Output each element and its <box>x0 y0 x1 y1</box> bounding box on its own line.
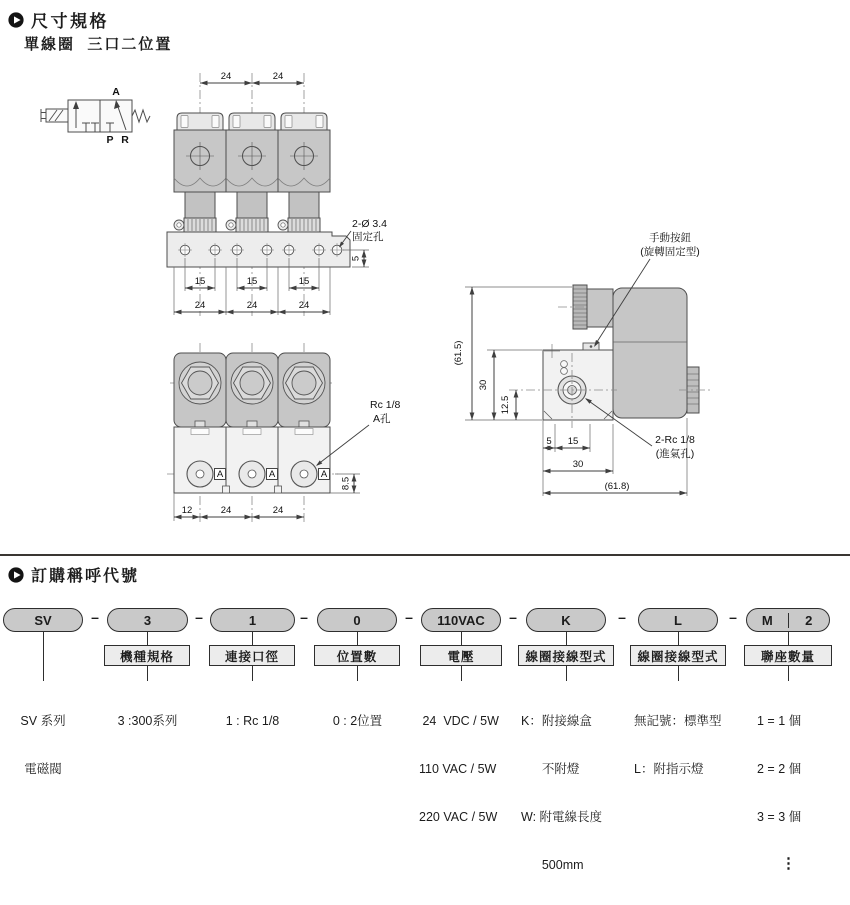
valve-positions <box>68 100 150 132</box>
play-bullet-icon <box>8 12 24 28</box>
desc-series <box>8 681 78 809</box>
dim-12-5: 12.5 <box>500 395 511 415</box>
desc-voltage <box>419 681 499 857</box>
dim-61-5: (61.5) <box>453 340 464 366</box>
dim-24: 24 <box>272 505 284 516</box>
bottom-view-drawing <box>163 335 453 535</box>
dim-5-edge: 5 <box>350 255 362 262</box>
front-view-drawing <box>163 70 453 325</box>
port-p-label: P <box>106 134 114 146</box>
desc-line: 電磁閥 <box>24 762 62 776</box>
desc-line: 無記號：標準型 <box>634 714 722 728</box>
port-a-label: A <box>112 86 120 98</box>
connector-line <box>147 666 149 681</box>
port-callout-line1: 2-Rc 1/8 <box>655 434 695 446</box>
field-label-manifold-qty: 聯座數量 <box>744 645 832 666</box>
desc-coil-wiring-k <box>521 681 602 905</box>
code-pill-sv: SV <box>3 608 83 632</box>
desc-line: 1 = 1 個 <box>757 714 802 728</box>
dim-24: 24 <box>246 300 258 311</box>
desc-line: 3 :300系列 <box>117 714 178 728</box>
connector-line <box>788 632 790 645</box>
dim-15: 15 <box>298 276 310 287</box>
code-pill-1: 1 <box>210 608 295 632</box>
solenoid-symbol <box>41 109 68 122</box>
desc-coil-wiring-l <box>634 681 722 809</box>
manual-callout-line2: (旋轉固定型) <box>640 246 700 258</box>
connector-line <box>678 666 680 681</box>
code-pill-0: 0 <box>317 608 397 632</box>
desc-manifold-qty <box>757 681 801 903</box>
desc-line: 220 VAC / 5W <box>419 810 498 824</box>
play-bullet-icon <box>8 567 24 583</box>
code-dash: – <box>729 609 737 625</box>
dim-24: 24 <box>194 300 206 311</box>
dim-30-horizontal: 30 <box>572 459 584 470</box>
code-pill-m2 <box>746 608 830 632</box>
valve-unit <box>174 113 226 232</box>
valve-unit-top <box>174 353 226 493</box>
port-a-badge: A <box>320 468 328 480</box>
valve-unit <box>278 113 330 232</box>
valve-body-side <box>509 343 617 428</box>
code-pill-2: 2 <box>788 613 830 628</box>
port-a-badge: A <box>216 468 224 480</box>
dim-24: 24 <box>220 505 232 516</box>
port-a-badge: A <box>268 468 276 480</box>
connector-line <box>461 666 463 681</box>
field-label-port-size: 連接口徑 <box>209 645 295 666</box>
port-r-label: R <box>121 134 129 146</box>
dim-12: 12 <box>181 505 193 516</box>
field-label-model: 機種規格 <box>104 645 190 666</box>
valve-unit <box>226 113 278 232</box>
code-dash: – <box>509 609 517 625</box>
desc-model <box>100 681 195 761</box>
side-view-drawing <box>445 205 745 505</box>
connector-line <box>788 666 790 681</box>
code-pill-l: L <box>638 608 718 632</box>
connector-line <box>357 666 359 681</box>
hole-callout-line1: 2-Ø 3.4 <box>352 218 388 230</box>
joint-notch <box>223 486 230 493</box>
connector-line <box>566 666 568 681</box>
code-pill-3: 3 <box>107 608 188 632</box>
code-pill-k: K <box>526 608 606 632</box>
valve-schematic-symbol <box>38 78 166 150</box>
desc-line: 1 : Rc 1/8 <box>225 714 280 728</box>
dim-24-top: 24 <box>220 71 232 82</box>
field-label-positions: 位置數 <box>314 645 400 666</box>
code-dash: – <box>300 609 308 625</box>
manual-callout-line1: 手動按鈕 <box>649 232 691 244</box>
dim-24: 24 <box>298 300 310 311</box>
connector-line <box>461 632 463 645</box>
code-pill-m: M <box>761 612 773 628</box>
dim-15: 15 <box>246 276 258 287</box>
coil-connector <box>587 289 613 327</box>
connector-line <box>566 632 568 645</box>
desc-line: W: 附電線長度 <box>521 810 603 824</box>
code-dash: – <box>91 609 99 625</box>
desc-line: 24 VDC / 5W <box>419 714 499 728</box>
code-dash: – <box>195 609 203 625</box>
dim-8-5: 8.5 <box>340 476 352 491</box>
dim-61-8: (61.8) <box>604 481 630 492</box>
coil-body <box>613 288 687 418</box>
field-label-coil-wiring-l: 線圈接線型式 <box>630 645 726 666</box>
dim-30-vertical: 30 <box>478 379 489 391</box>
dim-15: 15 <box>567 436 579 447</box>
connector-line <box>252 666 254 681</box>
hole-callout-line2: 固定孔 <box>352 231 384 243</box>
section-divider <box>0 554 850 556</box>
dim-24-top: 24 <box>272 71 284 82</box>
connector-line <box>678 632 680 645</box>
connector-line <box>147 632 149 645</box>
valve-unit-top <box>278 353 330 493</box>
port-callout-line2: A孔 <box>373 413 391 425</box>
desc-line: 3 = 3 個 <box>757 810 802 824</box>
section2-header <box>8 563 139 586</box>
desc-line: K：附接線盒 <box>521 714 592 728</box>
ellipsis-dots: ⋮ <box>781 855 796 872</box>
dim-15: 15 <box>194 276 206 287</box>
desc-line: SV 系列 <box>20 714 66 728</box>
section2-title: 訂購稱呼代號 <box>31 568 140 585</box>
code-dash: – <box>405 609 413 625</box>
desc-line: 500mm <box>521 858 584 872</box>
code-dash: – <box>618 609 626 625</box>
port-callout-line1: Rc 1/8 <box>370 399 401 411</box>
section1-title: 尺寸規格 <box>31 12 109 31</box>
section1-subtitle: 單線圈 三口二位置 <box>24 36 173 53</box>
port-callout-line2: (進氣孔) <box>655 448 695 460</box>
connector-line <box>252 632 254 645</box>
connector-line <box>357 632 359 645</box>
desc-line: 110 VAC / 5W <box>419 762 497 776</box>
dim-5: 5 <box>546 436 552 447</box>
desc-line: 不附燈 <box>521 762 580 776</box>
code-pill-110vac: 110VAC <box>421 608 501 632</box>
desc-line: 0 : 2位置 <box>332 714 383 728</box>
desc-positions <box>310 681 405 761</box>
desc-port-size <box>205 681 300 761</box>
valve-unit-top <box>226 353 278 493</box>
joint-notch <box>275 486 282 493</box>
desc-line: L：附指示燈 <box>634 762 704 776</box>
desc-line: 2 = 2 個 <box>757 762 802 776</box>
field-label-coil-wiring-k: 線圈接線型式 <box>518 645 614 666</box>
field-label-voltage: 電壓 <box>420 645 502 666</box>
section1-header <box>8 7 109 32</box>
connector-line <box>43 632 45 681</box>
